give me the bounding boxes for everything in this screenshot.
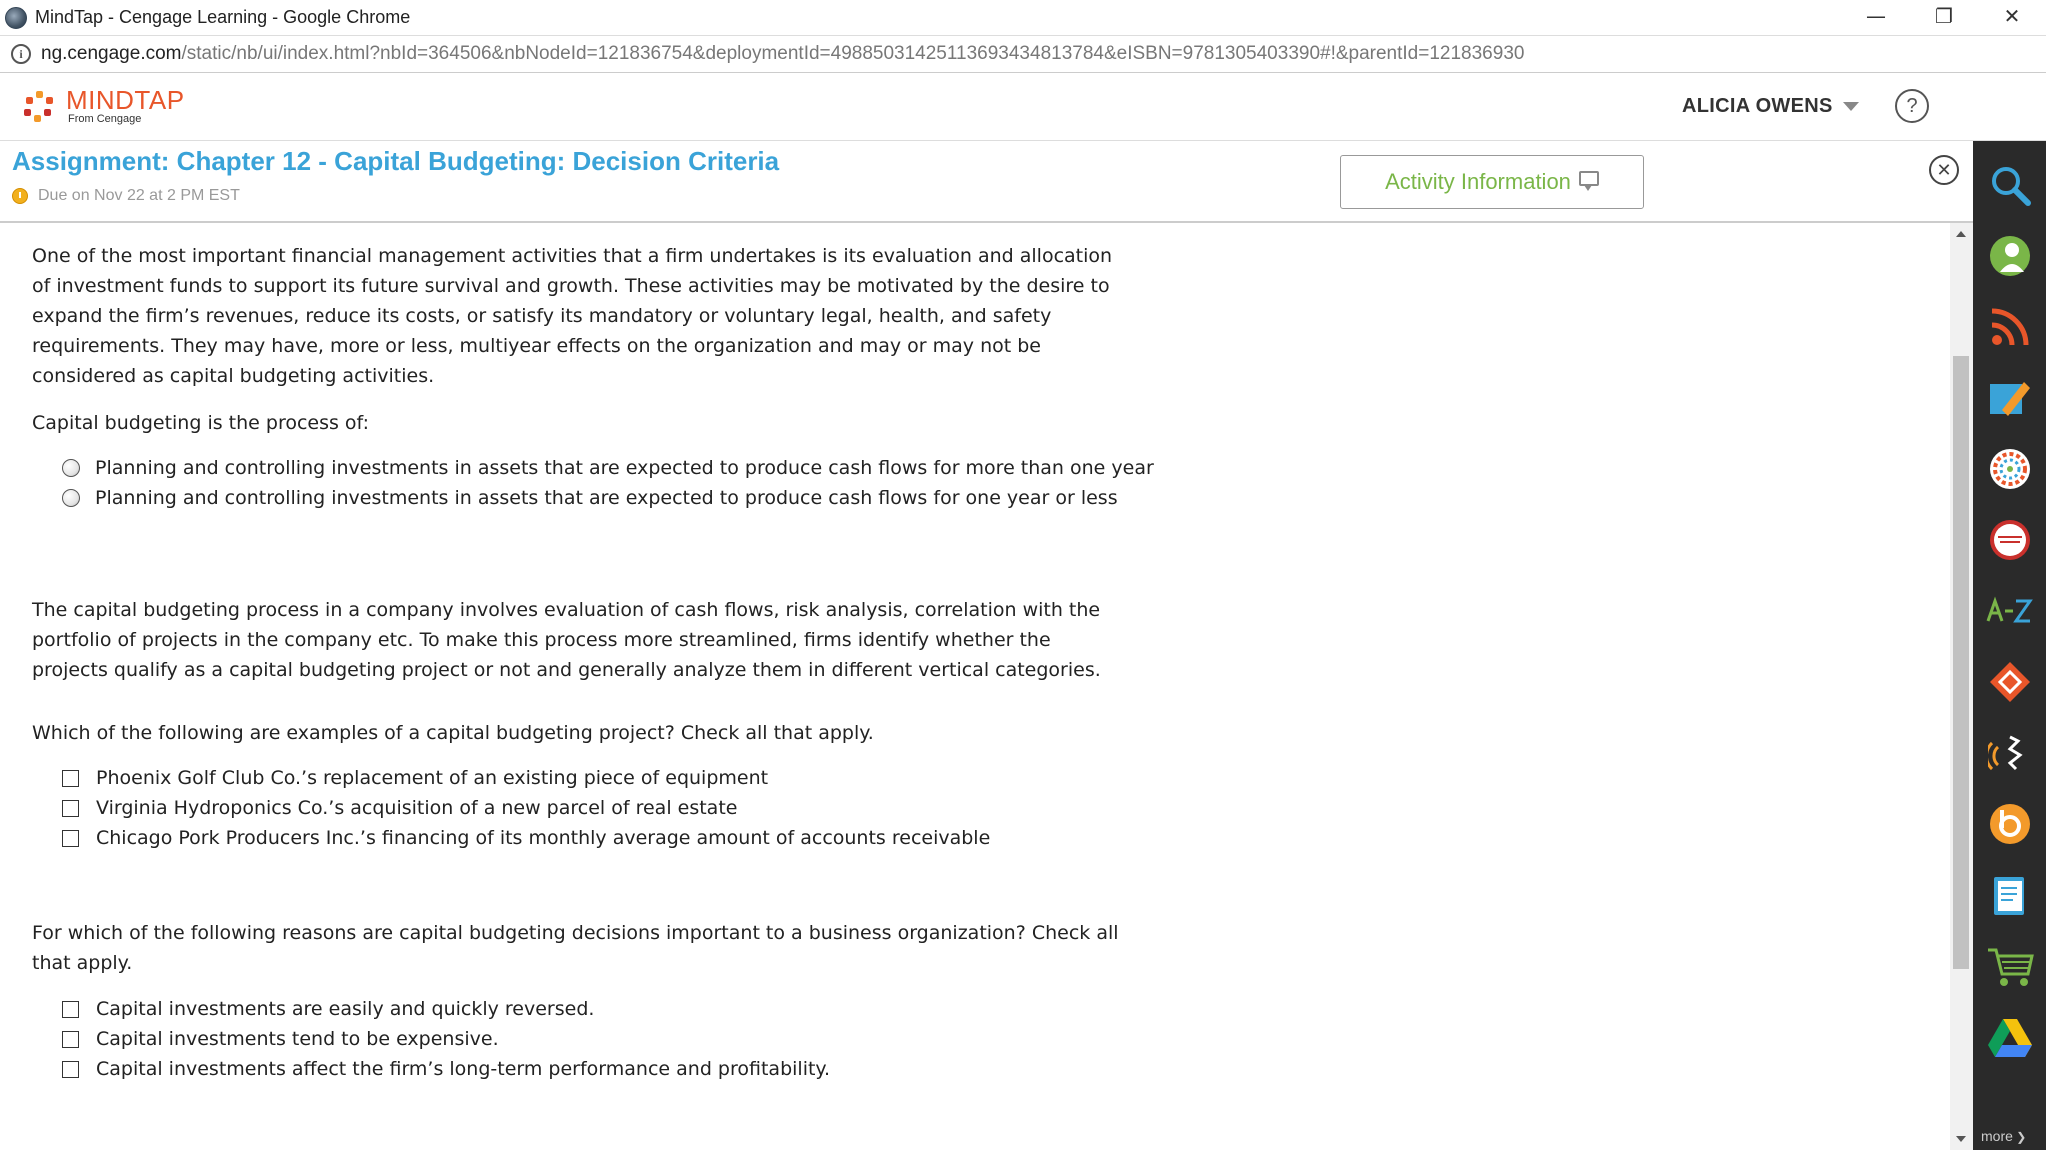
- profile-icon: [1988, 234, 2032, 278]
- minimize-button[interactable]: —: [1866, 4, 1886, 28]
- maximize-button[interactable]: ❐: [1935, 4, 1953, 28]
- radio-button[interactable]: [62, 489, 80, 507]
- question-1-prompt: Capital budgeting is the process of:: [32, 412, 369, 434]
- a-z-icon: [1986, 589, 2034, 633]
- due-date: [12, 187, 240, 205]
- close-activity-button[interactable]: ✕: [1929, 155, 1959, 185]
- dock-wheel[interactable]: [1986, 445, 2034, 493]
- q3-option[interactable]: [62, 1024, 830, 1054]
- highlighter-icon: [1988, 376, 2032, 420]
- address-bar[interactable]: [0, 35, 2046, 73]
- cart-icon: [1986, 944, 2034, 988]
- comment-icon: [1579, 171, 1599, 186]
- assignment-title: Assignment: Chapter 12 - Capital Budgeting: Decision Criteria: [12, 146, 780, 176]
- process-paragraph: The capital budgeting process in a company involves evaluation of cash flows, risk analysis, correlation with the portfolio of projects in the company etc. To make this process more streamlined, firms identify whether the projects qualify as a capital budgeting project or not and generally analyze them in different vertical categories.: [32, 599, 1101, 681]
- q1-option[interactable]: [62, 453, 1154, 483]
- activity-content: [0, 223, 1950, 1150]
- logo-name: MINDTAP: [66, 85, 185, 115]
- question-3-options: [62, 994, 830, 1084]
- activity-information-label: Activity Information: [1385, 169, 1571, 194]
- url-text[interactable]: [41, 43, 1524, 65]
- site-info-icon[interactable]: i: [11, 44, 31, 64]
- dock-cart[interactable]: [1986, 942, 2034, 990]
- radio-button[interactable]: [62, 459, 80, 477]
- q3-option-label: Capital investments are easily and quickly reversed.: [96, 998, 595, 1020]
- checkbox[interactable]: [62, 1031, 79, 1048]
- url-path: /static/nb/ui/index.html?nbId=364506&nbNodeId=121836754&deploymentId=4988503142511369343481378​4&eISBN=9781305403390#!&parentId=121836930: [181, 43, 1525, 64]
- assignment-header: [0, 141, 1973, 223]
- logo-subtitle: From Cengage: [68, 113, 142, 125]
- window-titlebar: [0, 0, 2046, 35]
- q2-option-label: Phoenix Golf Club Co.’s replacement of an existing piece of equipment: [96, 767, 769, 789]
- user-menu[interactable]: [1682, 95, 1859, 118]
- checkbox[interactable]: [62, 770, 79, 787]
- activity-information-button[interactable]: [1340, 155, 1644, 209]
- scroll-down-icon[interactable]: [1956, 1136, 1966, 1142]
- dictionary-icon: [1988, 518, 2032, 562]
- question-2-prompt: Which of the following are examples of a capital budgeting project? Check all that apply.: [32, 722, 874, 744]
- user-name: ALICIA OWENS: [1682, 95, 1833, 117]
- mindtap-header: [0, 73, 2046, 141]
- scroll-up-icon[interactable]: [1956, 231, 1966, 237]
- dock-google-drive[interactable]: [1986, 1013, 2034, 1061]
- mindtap-logo[interactable]: [20, 87, 185, 127]
- q1-option-label: Planning and controlling investments in assets that are expected to produce cash flows for more than one year: [95, 457, 1154, 479]
- checkbox[interactable]: [62, 800, 79, 817]
- checkbox[interactable]: [62, 1061, 79, 1078]
- book-icon: [1988, 873, 2032, 917]
- rss-icon: [1988, 305, 2032, 349]
- url-host: ng.cengage.com: [41, 43, 182, 64]
- app-dock: [1973, 141, 2046, 1150]
- chrome-app-icon: [5, 7, 27, 29]
- help-button[interactable]: ?: [1895, 89, 1929, 123]
- checkbox[interactable]: [62, 1001, 79, 1018]
- q3-option[interactable]: [62, 1054, 830, 1084]
- chevron-down-icon: [1843, 102, 1859, 111]
- content-scrollbar[interactable]: [1950, 223, 1973, 1150]
- q2-option[interactable]: [62, 763, 990, 793]
- scrollbar-thumb[interactable]: [1953, 356, 1969, 969]
- diamond-icon: [1988, 660, 2032, 704]
- clock-icon: [12, 188, 28, 204]
- dock-profile[interactable]: [1986, 232, 2034, 280]
- q3-option[interactable]: [62, 994, 830, 1024]
- window-title: MindTap - Cengage Learning - Google Chrome: [35, 7, 411, 27]
- mindtap-logo-icon: [20, 87, 60, 127]
- readspeaker-icon: [1988, 731, 2032, 775]
- q2-option[interactable]: [62, 793, 990, 823]
- q2-option-label: Chicago Pork Producers Inc.’s financing of its monthly average amount of accounts receivable: [96, 827, 991, 849]
- dock-aplia[interactable]: [1986, 800, 2034, 848]
- color-wheel-icon: [1988, 447, 2032, 491]
- q3-option-label: Capital investments tend to be expensive.: [96, 1028, 499, 1050]
- question-1-options: [62, 453, 1154, 513]
- dock-ebook[interactable]: [1986, 871, 2034, 919]
- circle-b-icon: [1988, 802, 2032, 846]
- window-controls: [1842, 0, 2046, 35]
- search-icon: [1988, 163, 2032, 207]
- google-drive-icon: [1986, 1015, 2034, 1059]
- dock-dictionary[interactable]: [1986, 516, 2034, 564]
- dock-notes[interactable]: [1986, 374, 2034, 422]
- question-2-options: [62, 763, 990, 853]
- close-window-button[interactable]: ✕: [2003, 4, 2021, 28]
- q2-option[interactable]: [62, 823, 990, 853]
- dock-rss[interactable]: [1986, 303, 2034, 351]
- q3-option-label: Capital investments affect the firm’s long-term performance and profitability.: [96, 1058, 830, 1080]
- dock-readspeaker[interactable]: [1986, 729, 2034, 777]
- q1-option[interactable]: [62, 483, 1154, 513]
- dock-search[interactable]: [1986, 161, 2034, 209]
- dock-flashcards[interactable]: [1986, 658, 2034, 706]
- question-3-prompt: For which of the following reasons are capital budgeting decisions important to a business organization? Check all that apply.: [32, 922, 1119, 974]
- dock-glossary[interactable]: [1986, 587, 2034, 635]
- q1-option-label: Planning and controlling investments in assets that are expected to produce cash flows for one year or less: [95, 487, 1118, 509]
- checkbox[interactable]: [62, 830, 79, 847]
- dock-more-button[interactable]: more ❯: [1981, 1128, 2026, 1144]
- q2-option-label: Virginia Hydroponics Co.’s acquisition of a new parcel of real estate: [96, 797, 738, 819]
- intro-paragraph: One of the most important financial management activities that a firm undertakes is its evaluation and allocation of investment funds to support its future survival and growth. These activities may be motivated by the desire to expand the firm’s revenues, reduce its costs, or satisfy its mandatory or voluntary legal, health, and safety requirements. They may have, more or less, multiyear effects on the organization and may or may not be considered as capital budgeting activities.: [32, 245, 1113, 387]
- due-text: Due on Nov 22 at 2 PM EST: [38, 187, 240, 204]
